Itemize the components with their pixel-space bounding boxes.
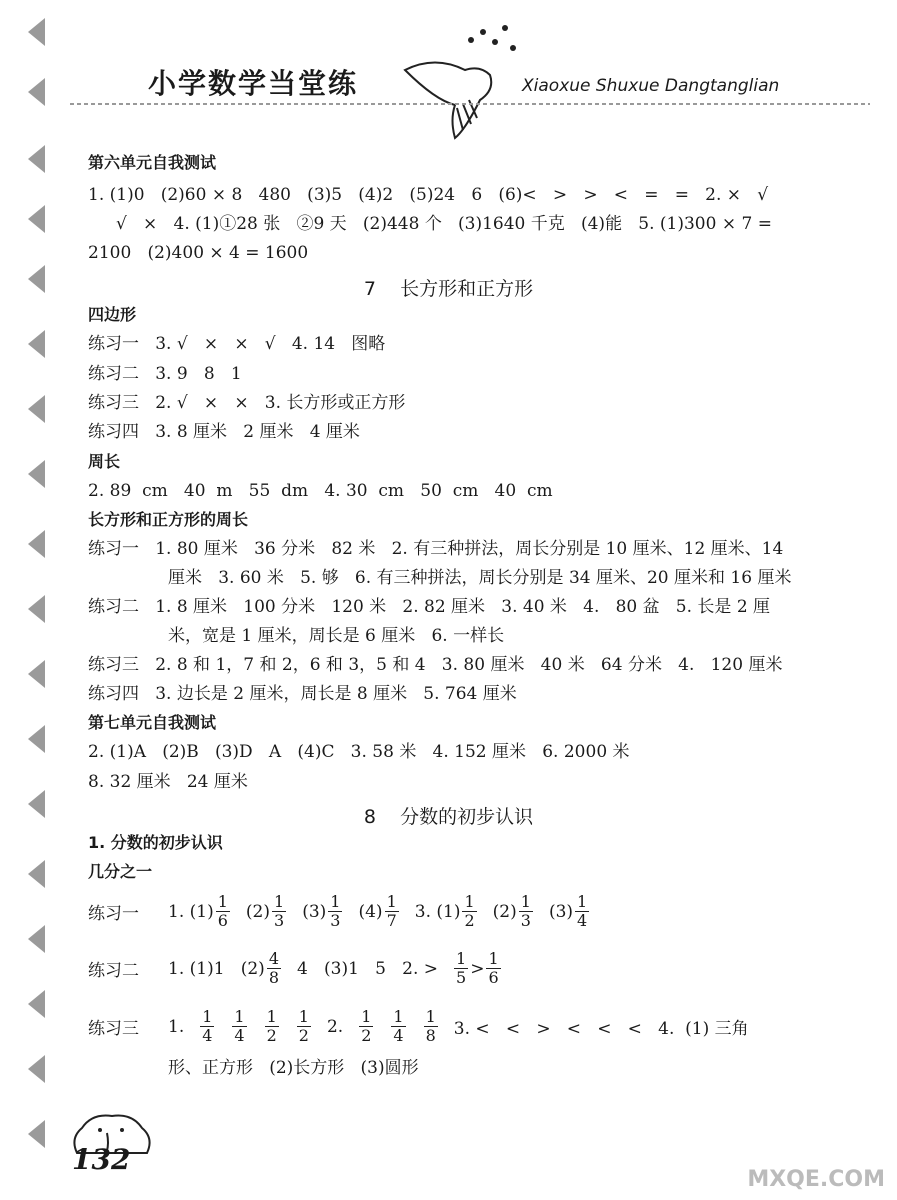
ch8-ex2-label: 练习二 bbox=[88, 961, 139, 981]
unit7-test-heading: 第七单元自我测试 bbox=[88, 713, 217, 732]
ch8-ex2-row bbox=[88, 950, 503, 987]
ch8-ex1-part: (4) bbox=[358, 901, 383, 922]
page-number: 132 bbox=[72, 1143, 131, 1176]
ch8-ex3-label: 练习三 bbox=[88, 1019, 139, 1039]
fraction: 1 2 bbox=[266, 1007, 277, 1045]
page-edge-decoration bbox=[0, 0, 60, 1200]
fraction: 1 2 bbox=[464, 892, 475, 930]
fraction: 1 4 bbox=[202, 1007, 213, 1045]
ch8-ex2-part: 4 (3)1 5 2. > bbox=[297, 958, 439, 979]
ch8-ex1-q1: 1. (1) bbox=[168, 901, 214, 922]
ch8-ex2-gt: > bbox=[470, 958, 485, 979]
chapter7-sub-perimeter: 周长 bbox=[88, 452, 121, 471]
chapter7-sub-rect-perimeter: 长方形和正方形的周长 bbox=[88, 510, 249, 529]
fraction: 1 4 bbox=[234, 1007, 245, 1045]
fraction: 1 2 bbox=[298, 1007, 309, 1045]
ch8-ex3-line-2: 形、正方形 (2)长方形 (3)圆形 bbox=[168, 1058, 419, 1078]
ch7-perimeter-answers: 2. 89 cm 40 m 55 dm 4. 30 cm 50 cm 40 cm bbox=[88, 481, 553, 501]
fraction: 1 4 bbox=[393, 1007, 404, 1045]
unit7-test-line-2: 8. 32 厘米 24 厘米 bbox=[88, 772, 248, 792]
fraction: 4 8 bbox=[268, 949, 279, 987]
fraction: 1 4 bbox=[577, 892, 588, 930]
chapter8-sub-fractions: 1. 分数的初步认识 bbox=[88, 833, 223, 852]
fraction: 1 6 bbox=[488, 949, 499, 987]
ch7-rp-line-3: 练习二 1. 8 厘米 100 分米 120 米 2. 82 厘米 3. 40 米 4. 80 盆 5. 长是 2 厘 bbox=[88, 597, 771, 617]
unit7-test-line-1: 2. (1)A (2)B (3)D A (4)C 3. 58 米 4. 152 厘米 6. 2000 米 bbox=[88, 742, 630, 762]
unit6-line-3: 2100 (2)400 × 4 = 1600 bbox=[88, 243, 309, 263]
book-subtitle: Xiaoxue Shuxue Dangtanglian bbox=[522, 76, 780, 96]
ch8-ex3-row bbox=[88, 1008, 749, 1045]
ch8-ex1-part: (3) bbox=[302, 901, 327, 922]
ch7-ex2: 练习二 3. 9 8 1 bbox=[88, 364, 242, 384]
fraction: 1 7 bbox=[386, 892, 397, 930]
ch8-ex1-part: (2) bbox=[245, 901, 270, 922]
book-title: 小学数学当堂练 bbox=[148, 67, 359, 100]
chapter7-sub-quadrilateral: 四边形 bbox=[88, 305, 137, 324]
chapter7-title: 7 长方形和正方形 bbox=[363, 278, 534, 300]
ch7-rp-line-6: 练习四 3. 边长是 2 厘米，周长是 8 厘米 5. 764 厘米 bbox=[88, 684, 517, 704]
ch8-ex3-part: 1. bbox=[168, 1016, 185, 1037]
ch7-ex3: 练习三 2. √ × × 3. 长方形或正方形 bbox=[88, 393, 406, 413]
ch7-ex4: 练习四 3. 8 厘米 2 厘米 4 厘米 bbox=[88, 422, 360, 442]
ch7-rp-line-5: 练习三 2. 8 和 1，7 和 2，6 和 3，5 和 4 3. 80 厘米 40 米 64 分米 4. 120 厘米 bbox=[88, 655, 783, 675]
ch7-ex1: 练习一 3. √ × × √ 4. 14 图略 bbox=[88, 334, 386, 354]
unit6-line-2: √ × 4. (1)①28 张 ②9 天 (2)448 个 (3)1640 千克 (4)能 5. (1)300 × 7 = bbox=[116, 214, 772, 234]
chapter8-title: 8 分数的初步认识 bbox=[363, 806, 534, 828]
ch8-ex1-part: (2) bbox=[492, 901, 517, 922]
ch8-ex3-part: 3. < < > < < < 4. (1) 三角 bbox=[453, 1019, 749, 1039]
fraction: 1 3 bbox=[274, 892, 285, 930]
chapter8-sub-unit-fractions: 几分之一 bbox=[88, 862, 153, 881]
ch7-rp-line-1: 练习一 1. 80 厘米 36 分米 82 米 2. 有三种拼法，周长分别是 10 厘米、12 厘米、14 bbox=[88, 539, 784, 559]
bird-icon bbox=[395, 20, 525, 150]
ch8-ex1-row bbox=[88, 893, 591, 930]
ch8-ex2-part: 1. (1)1 (2) bbox=[168, 958, 265, 979]
fraction: 1 3 bbox=[330, 892, 341, 930]
unit6-line-1: 1. (1)0 (2)60 × 8 480 (3)5 (4)2 (5)24 6 (6)< > > < = = 2. × √ bbox=[88, 185, 769, 205]
ch8-ex1-label: 练习一 bbox=[88, 904, 139, 924]
ch7-rp-line-2: 厘米 3. 60 米 5. 够 6. 有三种拼法，周长分别是 34 厘米、20 厘米和 16 厘米 bbox=[168, 568, 792, 588]
fraction: 1 8 bbox=[425, 1007, 436, 1045]
unit6-heading: 第六单元自我测试 bbox=[88, 153, 217, 172]
ch7-rp-line-4: 米，宽是 1 厘米，周长是 6 厘米 6. 一样长 bbox=[168, 626, 505, 646]
header-divider bbox=[70, 103, 870, 105]
ch8-ex1-part: (3) bbox=[548, 901, 574, 922]
ch8-ex3-part: 2. bbox=[326, 1016, 344, 1037]
ch8-ex1-part: 3. (1) bbox=[414, 901, 461, 922]
fraction: 1 3 bbox=[520, 892, 531, 930]
fraction: 1 5 bbox=[456, 949, 467, 987]
watermark: MXQE.COM bbox=[747, 1167, 885, 1192]
fraction: 1 2 bbox=[361, 1007, 372, 1045]
fraction: 1 6 bbox=[217, 892, 228, 930]
